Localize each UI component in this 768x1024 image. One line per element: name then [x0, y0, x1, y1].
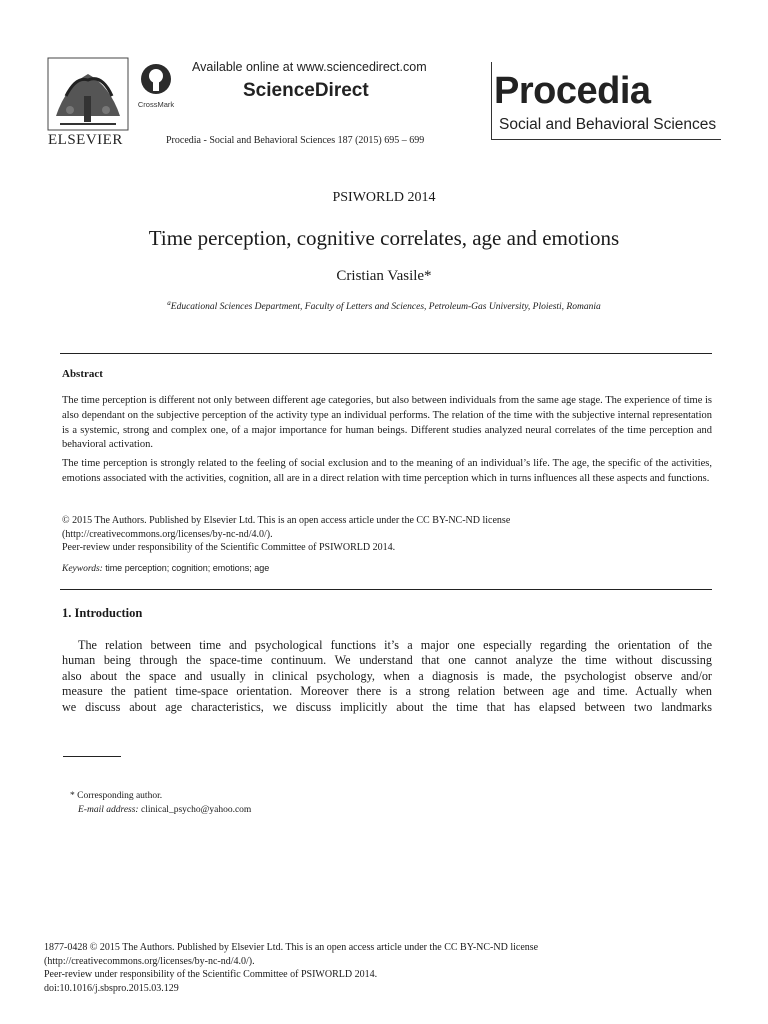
- intro-line: The relation between time and psychological functions it’s a major one especially regarding the orientation of the: [78, 638, 712, 652]
- conference-name: PSIWORLD 2014: [332, 190, 436, 205]
- elsevier-tree-icon: [46, 56, 130, 132]
- intro-line: measure the patient time-space orientation. Moreover there is a strong relation between age and time. Actually when: [62, 684, 712, 699]
- introduction-heading: 1. Introduction: [62, 606, 143, 620]
- crossmark-icon: [139, 62, 173, 96]
- journal-citation: Procedia - Social and Behavioral Sciences 187 (2015) 695 – 699: [166, 135, 425, 146]
- email-label: E-mail address:: [78, 805, 139, 815]
- footnote-rule: [63, 756, 121, 757]
- bottom-rule: [60, 589, 712, 590]
- license-link[interactable]: (http://creativecommons.org/licenses/by-nc-nd/4.0/).: [62, 528, 273, 540]
- keywords: [62, 563, 269, 574]
- footer-peer-review: Peer-review under responsibility of the Scientific Committee of PSIWORLD 2014.: [44, 969, 378, 981]
- copyright-block: [62, 514, 712, 555]
- email-line: [70, 803, 251, 817]
- intro-line: we discuss about age characteristics, we discuss implicitly about the time that has elapsed between two landmarks: [62, 699, 712, 714]
- affiliation-mark: a: [167, 299, 171, 307]
- footer-doi[interactable]: doi:10.1016/j.sbspro.2015.03.129: [44, 982, 179, 994]
- crossmark[interactable]: [136, 62, 176, 112]
- abstract-paragraph-1: The time perception is different not only between different age categories, but also between individuals from the same age stage. The experience of time is also dependant on the subjective perception of the activity type an individual performs. The relation of the time with the subjective internal representation is a systemic, strong and complex one, of a major importance for human beings. Different studies analyzed neural correlates of the time perception and behavioral activation.: [62, 395, 712, 451]
- introduction-body: [62, 638, 712, 715]
- author-name: Cristian Vasile*: [336, 268, 432, 284]
- footer-license-link[interactable]: (http://creativecommons.org/licenses/by-nc-nd/4.0/).: [44, 955, 255, 967]
- procedia-brand-subtitle: Social and Behavioral Sciences: [499, 116, 717, 133]
- available-online[interactable]: Available online at www.sciencedirect.com: [192, 60, 427, 74]
- brand-baseline: [491, 139, 721, 140]
- footnote: [70, 789, 251, 817]
- affiliation: [0, 299, 768, 312]
- crossmark-label: CrossMark: [137, 100, 175, 109]
- footer-issn-line: 1877-0428 © 2015 The Authors. Published by Elsevier Ltd. This is an open access article under the CC BY-NC-ND license: [44, 942, 539, 953]
- copyright-line: © 2015 The Authors. Published by Elsevier Ltd. This is an open access article under the CC BY-NC-ND license: [62, 515, 511, 526]
- affiliation-text: Educational Sciences Department, Faculty of Letters and Sciences, Petroleum-Gas University, Ploiesti, Romania: [170, 302, 601, 313]
- intro-line: also about the space and usually in clinical psychology, when a diagnosis is made, the psychologist observe and/or: [62, 668, 712, 683]
- email-address[interactable]: clinical_psycho@yahoo.com: [140, 805, 252, 815]
- sciencedirect-logo: ScienceDirect: [243, 80, 369, 101]
- abstract-paragraph-2: The time perception is strongly related to the feeling of social exclusion and to the meaning of an individual’s life. The age, the specific of the activities, emotions associated with the activities, cognition, all are in a direct relation with time perception which in turns influences all these aspects and functions.: [62, 458, 712, 484]
- paper-title: Time perception, cognitive correlates, age and emotions: [148, 226, 620, 250]
- intro-line: human being through the space-time continuum. We understand that one cannot analyze the time without discussing: [62, 653, 712, 668]
- keywords-value: time perception; cognition; emotions; age: [105, 563, 270, 573]
- abstract-heading: Abstract: [62, 368, 103, 380]
- brand-rule: [491, 62, 492, 140]
- elsevier-logo: [46, 56, 130, 152]
- elsevier-wordmark: ELSEVIER: [48, 132, 123, 148]
- keywords-label: Keywords:: [62, 564, 103, 574]
- top-rule: [60, 353, 712, 354]
- page-footer: [44, 941, 724, 995]
- procedia-brand-title: Procedia: [494, 70, 651, 112]
- peer-review-line: Peer-review under responsibility of the Scientific Committee of PSIWORLD 2014.: [62, 542, 396, 553]
- corresponding-author: * Corresponding author.: [70, 791, 163, 801]
